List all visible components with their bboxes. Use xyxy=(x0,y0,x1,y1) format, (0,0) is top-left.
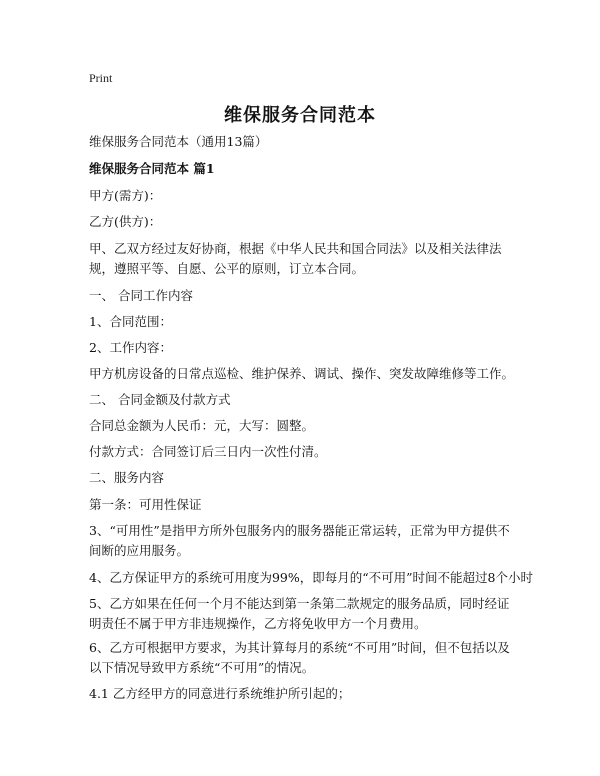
paragraph-section-work-content: 一、 合同工作内容 xyxy=(89,288,193,303)
document-title: 维保服务合同范本 xyxy=(224,105,376,126)
paragraph-party-b: 乙方(供方)： xyxy=(89,214,162,229)
section-heading: 维保服务合同范本 篇1 xyxy=(89,161,215,176)
paragraph-downtime-calculation: 6、乙方可根据甲方要求，为其计算每月的系统“不可用”时间，但不包括以及以下情况导致甲方系统“不可用”的情况。 xyxy=(89,640,510,675)
paragraph-contract-scope: 1、合同范围： xyxy=(89,314,172,329)
paragraph-maintenance-exception: 4.1 乙方经甲方的同意进行系统维护所引起的； xyxy=(89,686,351,701)
paragraph-section-service: 二、服务内容 xyxy=(89,470,165,485)
paragraph-article-one: 第一条：可用性保证 xyxy=(89,497,202,512)
paragraph-contract-amount: 合同总金额为人民币：元，大写：圆整。 xyxy=(89,418,315,433)
paragraph-party-a: 甲方(需方)： xyxy=(89,188,162,203)
paragraph-section-payment: 二、 合同金额及付款方式 xyxy=(89,392,231,407)
paragraph-work-description: 甲方机房设备的日常点巡检、维护保养、调试、操作、突发故障维修等工作。 xyxy=(89,366,515,381)
paragraph-payment-method: 付款方式：合同签订后三日内一次性付清。 xyxy=(89,444,327,459)
paragraph-availability-definition: 3、“可用性”是指甲方所外包服务内的服务器能正常运转，正常为甲方提供不间断的应用服务。 xyxy=(89,523,510,558)
paragraph-agreement-intro: 甲、乙双方经过友好协商，根据《中华人民共和国合同法》以及相关法律法规，遵照平等、自愿、公平的原则，订立本合同。 xyxy=(89,241,502,276)
paragraph-fee-waiver: 5、乙方如果在任何一个月不能达到第一条第二款规定的服务品质，同时经证明责任不属于甲方非违规操作，乙方将免收甲方一个月费用。 xyxy=(89,596,510,631)
print-label: Print xyxy=(89,71,113,85)
paragraph-work-items: 2、工作内容： xyxy=(89,340,172,355)
paragraph-availability-guarantee: 4、乙方保证甲方的系统可用度为99%，即每月的“不可用”时间不能超过8个小时 xyxy=(89,570,533,585)
document-subtitle: 维保服务合同范本（通用13篇） xyxy=(89,134,268,149)
